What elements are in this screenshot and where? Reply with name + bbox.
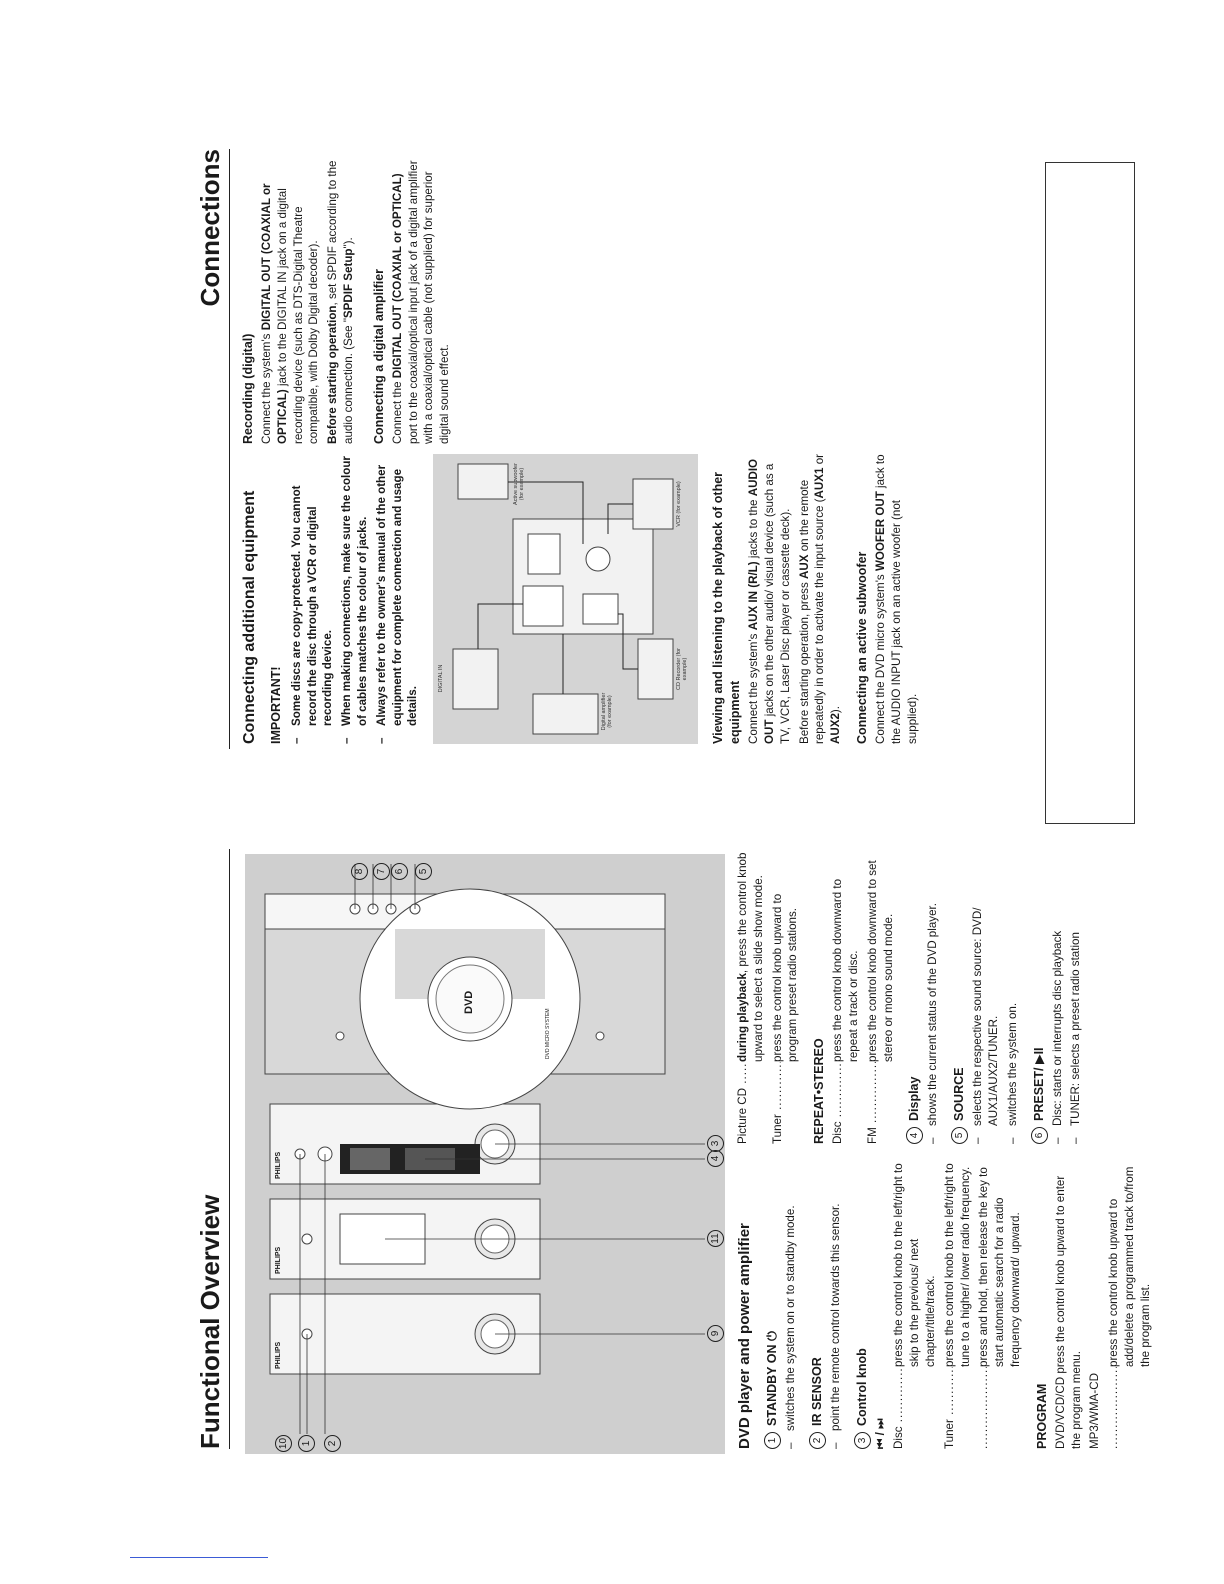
callout-5: 5 xyxy=(415,863,432,880)
dvd-logo: DVD xyxy=(463,990,475,1014)
digital-amp-text: Connect the DIGITAL OUT (COAXIAL or OPTICAL) port to the coaxial/optical input jack of a digital amplifier with a coaxial/optical cable (not supplied) for superior digital sound effect. xyxy=(390,160,452,444)
tuner-preset-entry: Tuner ..... press the control knob upward to program preset radio stations. xyxy=(770,849,802,1144)
page-title-connections: Connections xyxy=(195,149,225,307)
preset-text-2: – TUNER: selects a preset radio station xyxy=(1068,849,1084,1144)
important-label: IMPORTANT! xyxy=(269,666,283,744)
source-text-1: – selects the respective sound source: DVD/ AUX1/AUX2/TUNER. xyxy=(970,849,1002,1144)
program-title: PROGRAM xyxy=(1034,1383,1049,1449)
disc-entry: Disc ..... press the control knob to the left/right to skip to the previous/ next chapter/title/track. xyxy=(891,1159,938,1449)
mp3-label: MP3/WMA-CD xyxy=(1088,1373,1102,1449)
skip-symbols: ⏮ / ⏭ xyxy=(873,1418,887,1449)
item-display: 4Display xyxy=(906,849,923,1144)
brand-label-3: PHILIPS xyxy=(275,1151,282,1179)
ir-text: – point the remote control towards this sensor. xyxy=(828,1159,844,1449)
subwoofer-title: Connecting an active subwoofer xyxy=(854,551,869,744)
dvd-heading: DVD player and power amplifier xyxy=(736,1223,753,1449)
recording-text: Connect the system's DIGITAL OUT (COAXIAL or OPTICAL) jack to the DIGITAL IN jack on a digital recording device (such as DTS-Digital Theatre compatible, with Dolby Digital decoder). xyxy=(260,183,321,444)
picture-cd-entry: Picture CD ..... during playback, press the control knob upward to select a slide show mode. xyxy=(735,849,767,1144)
brand-label-2: PHILIPS xyxy=(275,1246,282,1274)
digital-amp-title: Connecting a digital amplifier xyxy=(371,268,386,444)
recording-title: Recording (digital) xyxy=(241,333,255,444)
callout-10: 10 xyxy=(275,1435,292,1452)
subwoofer-text: Connect the DVD micro system's WOOFER OUT jack to the AUDIO INPUT jack on an active woofer (not supplied). xyxy=(873,454,919,744)
label-digital-in: DIGITAL IN xyxy=(438,664,445,693)
right-column-1 xyxy=(240,454,923,744)
fm-entry: FM ..... press the control knob downward to set stereo or mono sound mode. xyxy=(865,849,897,1144)
viewing-text-2: Before starting operation, press AUX on the remote repeatedly in order to activate the input source (AUX1 or AUX2). xyxy=(797,453,843,744)
brand-label-1: PHILIPS xyxy=(275,1341,282,1369)
page-link-underline xyxy=(130,1557,268,1558)
connection-illustration xyxy=(433,454,698,744)
label-subwoofer: Active subwoofer (for example) xyxy=(513,463,526,505)
important-1: – Some discs are copy-protected. You cannot record the disc through a VCR or digital recording device. xyxy=(289,454,336,744)
display-text: – shows the current status of the DVD player. xyxy=(925,849,941,1144)
preset-text-1: – Disc: starts or interrupts disc playback xyxy=(1050,849,1066,1144)
additional-heading: Connecting additional equipment xyxy=(241,490,258,744)
item-ir-sensor: 2IR SENSOR xyxy=(809,1159,826,1449)
label-vcr: VCR (for example) xyxy=(676,481,683,527)
viewing-title: Viewing and listening to the playback of other equipment xyxy=(711,471,743,744)
callout-4: 4 xyxy=(707,1150,724,1167)
item-preset: 6PRESET/ ▶II xyxy=(1031,849,1048,1144)
left-column-1 xyxy=(735,1159,1157,1449)
title-rule xyxy=(229,849,230,1449)
front-label: DVD MICRO SYSTEM xyxy=(545,1008,551,1059)
important-3: – Always refer to the owner's manual of the other equipment for complete connection and usage details. xyxy=(374,454,421,744)
right-column-2 xyxy=(240,154,456,444)
callout-2: 2 xyxy=(324,1435,341,1452)
blank-note-box xyxy=(1045,162,1135,824)
callout-6: 6 xyxy=(391,863,408,880)
page-title-functional-overview: Functional Overview xyxy=(195,1194,225,1449)
callout-9: 9 xyxy=(707,1325,724,1342)
item-source: 5SOURCE xyxy=(951,849,968,1144)
right-title-rule xyxy=(229,149,230,749)
callout-1: 1 xyxy=(298,1435,315,1452)
label-amp: Digital amplifier (for example) xyxy=(601,692,614,731)
front-panel-illustration xyxy=(245,854,725,1454)
callout-8: 8 xyxy=(351,863,368,880)
viewing-text-1: Connect the system's AUX IN (R/L) jacks to the AUDIO OUT jacks on the other audio/ visual device (such as a TV, VCR, Laser Disc player or cassette deck). xyxy=(747,458,792,744)
tuner-entry: Tuner ..... press the control knob to the left/right to tune to a higher/ lower radio frequency. xyxy=(942,1159,974,1449)
connection-diagram xyxy=(433,454,698,744)
source-text-2: – switches the system on. xyxy=(1005,849,1021,1144)
callout-7: 7 xyxy=(373,863,390,880)
important-2: – When making connections, make sure the colour of cables matches the colour of jacks. xyxy=(339,454,371,744)
left-column-2 xyxy=(735,849,1087,1144)
mp3-entry: ..... press the control knob upward to add/delete a programmed track to/from the program list. xyxy=(1106,1159,1153,1449)
front-panel-figure xyxy=(245,854,725,1454)
program-text: DVD/VCD/CD press the control knob upward to enter the program menu. xyxy=(1053,1175,1083,1449)
callout-11: 11 xyxy=(707,1230,724,1247)
item-control-knob: 3Control knob xyxy=(854,1159,871,1449)
hold-entry: ..... press and hold, then release the key to start automatic search for a radio frequency downward/ upward. xyxy=(976,1159,1023,1449)
item-standby: 1STANDBY ON ⏻ xyxy=(764,1159,781,1449)
standby-text: – switches the system on or to standby mode. xyxy=(783,1159,799,1449)
repeat-title: REPEAT•STEREO xyxy=(812,1038,827,1144)
callout-3: 3 xyxy=(707,1135,724,1152)
repeat-disc-entry: Disc ..... press the control knob downward to repeat a track or disc. xyxy=(830,849,862,1144)
label-cd-recorder: CD Recorder (for example) xyxy=(676,648,689,690)
recording-note: Before starting operation, set SPDIF according to the audio connection. (See "SPDIF Setup"). xyxy=(326,160,355,444)
